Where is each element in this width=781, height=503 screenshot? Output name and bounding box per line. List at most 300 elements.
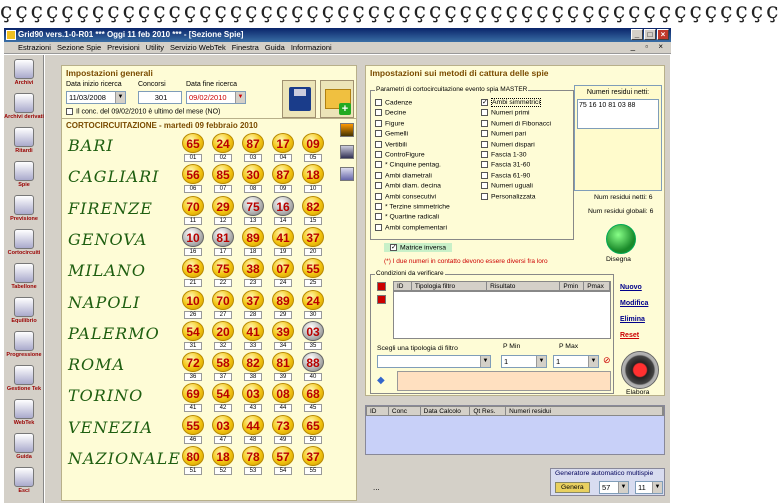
- position-label: 40: [304, 373, 322, 381]
- position-label: 30: [304, 311, 322, 319]
- menu-item-4[interactable]: Servizio WebTek: [170, 43, 226, 52]
- position-label: 47: [214, 436, 232, 444]
- number-ball[interactable]: 24: [212, 133, 234, 153]
- checkbox-icon[interactable]: [481, 193, 488, 200]
- chart-icon[interactable]: [340, 123, 354, 137]
- position-label: 41: [184, 404, 202, 412]
- number-ball[interactable]: 39: [272, 321, 294, 341]
- generator-select-1[interactable]: 57 ▼: [599, 481, 629, 494]
- wheel-row: [62, 133, 332, 163]
- number-ball[interactable]: 24: [302, 290, 324, 310]
- number-ball[interactable]: 56: [182, 164, 204, 184]
- sidebar-label: WebTek: [13, 420, 35, 426]
- number-ball[interactable]: 81: [212, 227, 234, 247]
- column-header[interactable]: Risultato: [487, 282, 560, 290]
- sidebar-item-0[interactable]: [4, 59, 44, 86]
- number-ball[interactable]: 87: [242, 133, 264, 153]
- position-label: 26: [184, 311, 202, 319]
- chevron-down-icon[interactable]: ▼: [235, 92, 245, 103]
- position-label: 16: [184, 248, 202, 256]
- ellipsis-text: ...: [373, 483, 380, 492]
- wheel-row: [62, 290, 332, 320]
- sidebar-icon: [14, 263, 34, 283]
- cortocircuito-panel: [61, 118, 357, 501]
- sidebar-item-10[interactable]: [4, 399, 44, 426]
- menu-bar: [4, 42, 671, 54]
- notebook-spiral-border: ççççççççççççççççççççççççççççççççççççççççççççççççççç: [0, 0, 675, 28]
- position-label: 54: [274, 467, 292, 475]
- position-label: 14: [274, 217, 292, 225]
- position-label: 50: [304, 436, 322, 444]
- number-ball[interactable]: 17: [272, 133, 294, 153]
- number-ball[interactable]: 87: [272, 164, 294, 184]
- sidebar-icon: [14, 161, 34, 181]
- mdi-controls[interactable]: _ ▫ ×: [630, 42, 667, 51]
- number-ball[interactable]: 03: [302, 321, 324, 341]
- number-ball[interactable]: 57: [272, 446, 294, 466]
- sidebar-icon: [14, 93, 34, 113]
- param-checkbox[interactable]: Ambi complementari: [375, 224, 447, 231]
- checkbox-icon[interactable]: [481, 161, 488, 168]
- sidebar-item-9[interactable]: [4, 365, 44, 392]
- filter-select[interactable]: [377, 355, 491, 368]
- number-ball[interactable]: 89: [272, 290, 294, 310]
- sidebar-label: Ritardi: [15, 148, 33, 154]
- checkbox-icon[interactable]: [481, 109, 488, 116]
- number-ball[interactable]: 65: [182, 133, 204, 153]
- wheel-name: VENEZIA: [68, 417, 153, 437]
- param-checkbox[interactable]: Cadenze: [375, 99, 412, 106]
- conditions-fieldset: [370, 270, 614, 394]
- note-text: (*) I due numeri in contatto devono essere diversi fra loro: [384, 258, 548, 265]
- number-ball[interactable]: 89: [242, 227, 264, 247]
- chevron-down-icon[interactable]: ▼: [115, 92, 125, 103]
- app-icon: [6, 30, 16, 40]
- save-button[interactable]: [282, 80, 316, 118]
- column-header[interactable]: Pmax: [584, 282, 610, 290]
- position-label: 31: [184, 342, 202, 350]
- wheel-row: [62, 227, 332, 257]
- checkbox-icon[interactable]: [375, 109, 382, 116]
- param-checkbox[interactable]: Ambi diametrali: [375, 172, 432, 179]
- wheel-row: [62, 164, 332, 194]
- end-date-field[interactable]: 09/02/2010 ▼: [186, 91, 246, 104]
- sidebar-icon: [14, 365, 34, 385]
- sidebar-icon: [14, 229, 34, 249]
- number-ball[interactable]: 03: [242, 383, 264, 403]
- position-label: 33: [244, 342, 262, 350]
- parameters-legend: Parametri di cortocircuitazione evento spia MASTER: [376, 86, 528, 93]
- checkbox-icon[interactable]: [375, 224, 382, 231]
- nuovo-link[interactable]: Nuovo: [620, 284, 642, 291]
- sidebar-label: Esci: [18, 488, 30, 494]
- checkbox-icon[interactable]: [375, 213, 382, 220]
- column-header[interactable]: Qt Res.: [470, 407, 506, 415]
- sidebar-icon: [14, 331, 34, 351]
- chevron-down-icon[interactable]: ▼: [480, 356, 490, 367]
- checkbox-icon[interactable]: [481, 151, 488, 158]
- number-ball[interactable]: 81: [272, 352, 294, 372]
- number-ball[interactable]: 72: [182, 352, 204, 372]
- wheel-name: CAGLIARI: [68, 167, 160, 187]
- results-grid[interactable]: [365, 405, 665, 455]
- wheel-row: [62, 383, 332, 413]
- close-button[interactable]: ×: [657, 29, 669, 40]
- param-checkbox[interactable]: * Terzine simmetriche: [375, 203, 450, 210]
- param-checkbox[interactable]: Gemelli: [375, 130, 408, 137]
- sidebar-item-2[interactable]: [4, 127, 44, 154]
- sidebar-item-3[interactable]: [4, 161, 44, 188]
- chevron-down-icon[interactable]: ▼: [588, 356, 598, 367]
- position-label: 36: [184, 373, 202, 381]
- wheel-name: FIRENZE: [68, 198, 153, 218]
- number-ball[interactable]: 54: [182, 321, 204, 341]
- number-ball[interactable]: 10: [182, 227, 204, 247]
- position-label: 49: [274, 436, 292, 444]
- position-label: 42: [214, 404, 232, 412]
- genera-button[interactable]: Genera: [555, 482, 590, 493]
- position-label: 08: [244, 185, 262, 193]
- number-ball[interactable]: 82: [302, 196, 324, 216]
- minimize-button[interactable]: _: [631, 29, 643, 40]
- position-label: 10: [304, 185, 322, 193]
- checkbox-icon[interactable]: [375, 151, 382, 158]
- position-label: 29: [274, 311, 292, 319]
- position-label: 28: [244, 311, 262, 319]
- methods-title: Impostazioni sui metodi di cattura delle spie: [370, 68, 549, 78]
- checkbox-icon[interactable]: [375, 172, 382, 179]
- sidebar-label: Gestione Tek: [6, 386, 42, 392]
- checkbox-icon[interactable]: [375, 99, 382, 106]
- position-label: 51: [184, 467, 202, 475]
- position-label: 52: [214, 467, 232, 475]
- column-header[interactable]: Numeri residui: [506, 407, 663, 415]
- number-ball[interactable]: 09: [302, 133, 324, 153]
- checkbox-icon[interactable]: [375, 161, 382, 168]
- position-label: 07: [214, 185, 232, 193]
- number-ball[interactable]: 63: [182, 258, 204, 278]
- number-ball[interactable]: 37: [242, 290, 264, 310]
- number-ball[interactable]: 88: [302, 352, 324, 372]
- chevron-down-icon[interactable]: ▼: [536, 356, 546, 367]
- param-checkbox[interactable]: Figure: [375, 120, 404, 127]
- wheel-name: BARI: [68, 136, 114, 155]
- number-ball[interactable]: 78: [242, 446, 264, 466]
- param-checkbox[interactable]: * Cinquine pentag.: [375, 161, 441, 168]
- add-condition-icon[interactable]: [377, 282, 386, 291]
- number-ball[interactable]: 37: [302, 227, 324, 247]
- pmin-label: P Min: [503, 343, 521, 350]
- checkbox-icon[interactable]: ✓: [391, 244, 397, 251]
- number-ball[interactable]: 54: [212, 383, 234, 403]
- wheel-row: [62, 352, 332, 382]
- number-ball[interactable]: 75: [212, 258, 234, 278]
- num-residui-globali: Num residui globali: 6: [588, 208, 654, 215]
- position-label: 15: [304, 217, 322, 225]
- generator-title: Generatore automatico multispie: [555, 470, 654, 477]
- sidebar-label: Tabellone: [11, 284, 37, 290]
- param-checkbox[interactable]: Numeri primi: [481, 109, 530, 116]
- param-checkbox[interactable]: Ambi consecutivi: [375, 193, 436, 200]
- position-label: 11: [184, 217, 202, 225]
- number-ball[interactable]: 38: [242, 258, 264, 278]
- checkbox-icon[interactable]: [481, 120, 488, 127]
- filter-label: Scegli una tipologia di filtro: [377, 345, 458, 352]
- checkbox-icon[interactable]: [375, 120, 382, 127]
- wheel-name: ROMA: [68, 355, 126, 375]
- position-label: 09: [274, 185, 292, 193]
- position-label: 05: [304, 154, 322, 162]
- position-label: 44: [274, 404, 292, 412]
- sidebar-label: Progressione: [6, 352, 42, 358]
- ultimo-checkbox[interactable]: Il conc. del 09/02/2010 è ultimo del mese (NO): [66, 108, 220, 115]
- number-ball[interactable]: 10: [182, 290, 204, 310]
- eraser-icon[interactable]: [340, 167, 354, 181]
- general-settings-panel: [61, 65, 357, 125]
- sidebar-icon: [14, 195, 34, 215]
- position-label: 18: [244, 248, 262, 256]
- number-ball[interactable]: 08: [272, 383, 294, 403]
- residui-label: Numeri residui netti:: [586, 89, 650, 96]
- number-ball[interactable]: 80: [182, 446, 204, 466]
- checkbox-icon[interactable]: [481, 182, 488, 189]
- position-label: 48: [244, 436, 262, 444]
- sidebar-icon: [14, 399, 34, 419]
- checkbox-icon[interactable]: [375, 141, 382, 148]
- checkbox-icon[interactable]: [66, 108, 73, 115]
- main-panel: [45, 55, 670, 503]
- checkbox-icon[interactable]: [375, 193, 382, 200]
- number-ball[interactable]: 29: [212, 196, 234, 216]
- sidebar-item-5[interactable]: [4, 229, 44, 256]
- checkbox-icon[interactable]: [481, 172, 488, 179]
- wheel-row: [62, 415, 332, 445]
- number-ball[interactable]: 41: [242, 321, 264, 341]
- param-checkbox[interactable]: Vertibili: [375, 141, 407, 148]
- position-label: 32: [214, 342, 232, 350]
- menu-item-2[interactable]: Previsioni: [107, 43, 140, 52]
- add-button[interactable]: [320, 80, 354, 118]
- modifica-link[interactable]: Modifica: [620, 300, 649, 307]
- checkbox-icon[interactable]: [481, 141, 488, 148]
- methods-panel: [365, 65, 665, 396]
- sidebar-item-7[interactable]: [4, 297, 44, 324]
- column-header[interactable]: Conc: [389, 407, 421, 415]
- number-ball[interactable]: 85: [212, 164, 234, 184]
- position-label: 43: [244, 404, 262, 412]
- generator-select-2[interactable]: 11 ▼: [635, 481, 663, 494]
- number-ball[interactable]: 07: [272, 258, 294, 278]
- clear-filter-icon[interactable]: ⊘: [603, 355, 611, 365]
- menu-item-7[interactable]: Informazioni: [290, 43, 332, 52]
- number-ball[interactable]: 03: [212, 415, 234, 435]
- sidebar-item-11[interactable]: [4, 433, 44, 460]
- filter-detail-field[interactable]: [397, 371, 611, 391]
- position-label: 02: [214, 154, 232, 162]
- number-ball[interactable]: 37: [302, 446, 324, 466]
- floppy-disk-icon: [289, 87, 311, 111]
- checkbox-icon[interactable]: [375, 182, 382, 189]
- elabora-button[interactable]: [621, 351, 659, 389]
- sidebar-icon: [14, 433, 34, 453]
- disegna-button[interactable]: [606, 224, 636, 254]
- number-ball[interactable]: 41: [272, 227, 294, 247]
- sidebar-label: Cortocircuiti: [7, 250, 41, 256]
- wheel-name: NAPOLI: [68, 292, 141, 312]
- column-header[interactable]: Pmin: [560, 282, 584, 290]
- remove-condition-icon[interactable]: [377, 295, 386, 304]
- pmin-select[interactable]: 1 ▼: [501, 355, 547, 368]
- position-label: 55: [304, 467, 322, 475]
- number-ball[interactable]: 82: [242, 352, 264, 372]
- param-checkbox[interactable]: * Quartine radicali: [375, 213, 439, 220]
- general-settings-title: Impostazioni generali: [66, 68, 153, 78]
- param-checkbox[interactable]: Decine: [375, 109, 406, 116]
- number-ball[interactable]: 58: [212, 352, 234, 372]
- column-header[interactable]: ID: [367, 407, 389, 415]
- cortocircuito-title: CORTOCIRCUITAZIONE - martedì 09 febbraio 2010: [66, 121, 258, 130]
- param-checkbox[interactable]: Numeri dispari: [481, 141, 535, 148]
- title-bar: [4, 28, 671, 42]
- position-label: 39: [274, 373, 292, 381]
- sidebar-icon: [14, 59, 34, 79]
- number-ball[interactable]: 18: [302, 164, 324, 184]
- position-label: 12: [214, 217, 232, 225]
- number-ball[interactable]: 68: [302, 383, 324, 403]
- position-label: 13: [244, 217, 262, 225]
- concorsi-field[interactable]: 301: [138, 91, 182, 104]
- position-label: 27: [214, 311, 232, 319]
- sidebar-item-1[interactable]: [4, 93, 44, 120]
- sidebar-icon: [14, 127, 34, 147]
- conditions-grid[interactable]: [393, 291, 611, 339]
- wheel-row: [62, 446, 332, 476]
- column-header[interactable]: Tipologia filtro: [412, 282, 487, 290]
- number-ball[interactable]: 75: [242, 196, 264, 216]
- checkbox-icon[interactable]: [481, 130, 488, 137]
- number-ball[interactable]: 18: [212, 446, 234, 466]
- wheel-name: NAZIONALE: [68, 449, 181, 468]
- sidebar-label: Archivi derivati: [4, 114, 44, 120]
- param-checkbox[interactable]: ControFigure: [375, 151, 425, 158]
- number-ball[interactable]: 73: [272, 415, 294, 435]
- param-checkbox[interactable]: Ambi diam. decina: [375, 182, 441, 189]
- residui-value: 75 16 10 81 03 88: [577, 99, 659, 129]
- position-label: 45: [304, 404, 322, 412]
- sidebar-icon: [14, 297, 34, 317]
- param-checkbox[interactable]: Fascia 61-90: [481, 172, 530, 179]
- residui-box: [574, 85, 662, 191]
- reset-link[interactable]: Reset: [620, 332, 640, 339]
- position-label: 53: [244, 467, 262, 475]
- param-checkbox[interactable]: Fascia 31-60: [481, 161, 530, 168]
- elimina-link[interactable]: Elimina: [620, 316, 645, 323]
- diamond-icon[interactable]: ◆: [377, 375, 385, 386]
- conditions-grid-header: [393, 281, 611, 291]
- menu-item-3[interactable]: Utility: [145, 43, 164, 52]
- position-label: 23: [244, 279, 262, 287]
- menu-item-1[interactable]: Sezione Spie: [56, 43, 102, 52]
- num-residui-netti: Num residui netti: 6: [594, 194, 653, 201]
- concorsi-label: Concorsi: [138, 81, 166, 88]
- results-grid-header: [366, 406, 664, 416]
- number-ball[interactable]: 16: [272, 196, 294, 216]
- sidebar-item-12[interactable]: [4, 467, 44, 494]
- param-checkbox[interactable]: ✓ Ambi simmetrici: [482, 99, 540, 107]
- position-label: 06: [184, 185, 202, 193]
- position-label: 03: [244, 154, 262, 162]
- pmax-label: P Max: [559, 343, 579, 350]
- number-ball[interactable]: 30: [242, 164, 264, 184]
- number-ball[interactable]: 55: [302, 258, 324, 278]
- wheel-name: PALERMO: [68, 323, 160, 343]
- position-label: 17: [214, 248, 232, 256]
- print-icon[interactable]: [340, 145, 354, 159]
- sidebar-label: Archivi: [14, 80, 34, 86]
- number-ball[interactable]: 70: [182, 196, 204, 216]
- sidebar-item-8[interactable]: [4, 331, 44, 358]
- wheel-name: GENOVA: [68, 229, 148, 249]
- plus-icon: +: [339, 103, 351, 115]
- sidebar-item-4[interactable]: [4, 195, 44, 222]
- position-label: 22: [214, 279, 232, 287]
- number-ball[interactable]: 65: [302, 415, 324, 435]
- wheel-row: [62, 321, 332, 351]
- position-label: 25: [304, 279, 322, 287]
- column-header[interactable]: ID: [394, 282, 412, 290]
- param-checkbox[interactable]: Fascia 1-30: [481, 151, 527, 158]
- param-checkbox[interactable]: Numeri di Fibonacci: [481, 120, 551, 127]
- number-ball[interactable]: 20: [212, 321, 234, 341]
- sidebar-icon: [14, 467, 34, 487]
- number-ball[interactable]: 70: [212, 290, 234, 310]
- menu-item-6[interactable]: Guida: [264, 43, 285, 52]
- chevron-down-icon[interactable]: ▼: [652, 482, 662, 493]
- sidebar: [4, 55, 44, 503]
- matrice-inversa-checkbox[interactable]: ✓ Matrice inversa: [384, 243, 452, 252]
- sidebar-label: Equilibrio: [11, 318, 37, 324]
- menu-item-5[interactable]: Finestra: [231, 43, 259, 52]
- position-label: 04: [274, 154, 292, 162]
- checkbox-icon[interactable]: ✓: [482, 99, 488, 106]
- wheel-row: [62, 258, 332, 288]
- maximize-button[interactable]: □: [644, 29, 656, 40]
- param-checkbox[interactable]: Numeri uguali: [481, 182, 533, 189]
- position-label: 38: [244, 373, 262, 381]
- sidebar-label: Spie: [18, 182, 30, 188]
- checkbox-icon[interactable]: [375, 203, 382, 210]
- position-label: 35: [304, 342, 322, 350]
- sidebar-item-6[interactable]: [4, 263, 44, 290]
- end-date-label: Data fine ricerca: [186, 81, 237, 88]
- menu-item-0[interactable]: Estrazioni: [18, 43, 51, 52]
- position-label: 19: [274, 248, 292, 256]
- param-checkbox[interactable]: Personalizzata: [481, 193, 536, 200]
- number-ball[interactable]: 55: [182, 415, 204, 435]
- number-ball[interactable]: 44: [242, 415, 264, 435]
- start-date-field[interactable]: 11/03/2008 ▼: [66, 91, 126, 104]
- pmax-select[interactable]: 1 ▼: [553, 355, 599, 368]
- number-ball[interactable]: 69: [182, 383, 204, 403]
- sidebar-label: Guida: [16, 454, 32, 460]
- position-label: 21: [184, 279, 202, 287]
- chevron-down-icon[interactable]: ▼: [618, 482, 628, 493]
- parameters-fieldset: [370, 86, 574, 240]
- disegna-label: Disegna: [606, 256, 631, 263]
- column-header[interactable]: Data Calcolo: [421, 407, 471, 415]
- checkbox-icon[interactable]: [375, 130, 382, 137]
- param-checkbox[interactable]: Numeri pari: [481, 130, 526, 137]
